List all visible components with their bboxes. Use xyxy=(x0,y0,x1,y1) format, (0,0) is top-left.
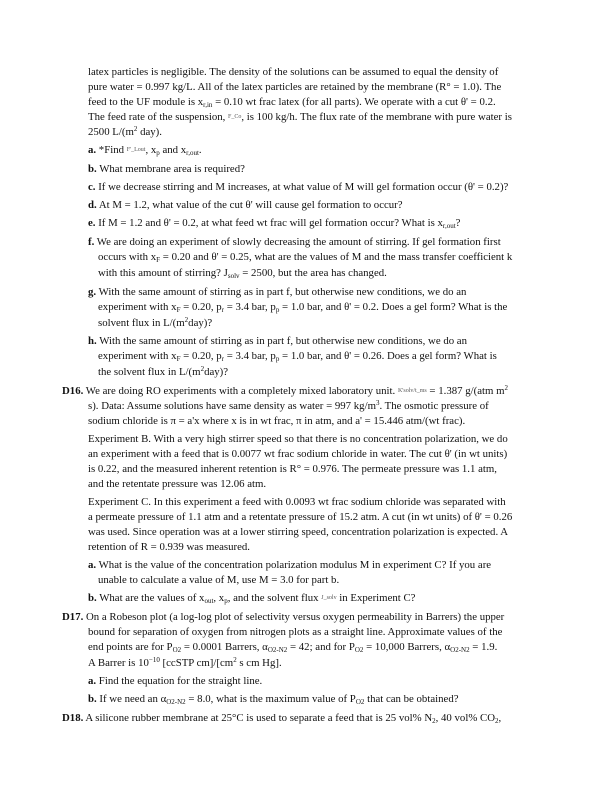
d17-line-4: A Barrer is $10^{-10}$ [ccSTP $cm]/[cm^2$ s cm Hg]. xyxy=(88,656,282,669)
d16-question-a-line-1: a. What is the value of the concentration polarization modulus M in experiment C? If you are xyxy=(88,559,492,571)
d17-question-b: b. If we need an $\alpha_{O2-N2} = 8.0$, what is the maximum value of $P_{O2}$ that can be obtained? xyxy=(88,693,459,706)
problem-number-d17: D17. xyxy=(62,611,84,623)
intro-line-1: latex particles is negligible. The density of the solutions can be assumed to equal the density of xyxy=(88,66,499,78)
d17-line-2: bound for separation of oxygen from nitrogen plots as a straight line. Approximate values of the xyxy=(88,626,503,638)
intro-line-3: feed to the UF module is $x_{r,in} = 0.10$ wt frac latex (for all parts). We operate with a cut θ' = 0.2. xyxy=(88,96,496,109)
d16-exp-b-line-3: is 0.22, and the measured inherent retention is R° = 0.976. The permeate pressure was 1.1 atm, xyxy=(88,463,497,475)
d16-exp-c-line-2: a permeate pressure of 1.1 atm and a retentate pressure of 15.2 atm. A cut (in wt units) of θ' = 0.26 xyxy=(88,511,513,523)
d16-exp-b-line-2: an experiment with a feed that is 0.0077 wt frac sodium chloride in water. The cut θ' (in wt units) xyxy=(88,448,508,460)
part-b: b. What membrane area is required? xyxy=(88,163,245,175)
part-h-line-1: h. With the same amount of stirring as in part f, but otherwise new conditions, we do an xyxy=(88,335,468,347)
d16-exp-c-line-4: retention of R = 0.939 was measured. xyxy=(88,541,251,553)
part-g-line-3: solvent flux in $L/(m^2day)$? xyxy=(98,316,213,329)
intro-line-5: 2500 $L/(m^2$ day). xyxy=(88,125,162,138)
d16-line-3: sodium chloride is π = a'x where x is in wt frac, π in atm, and a' = 15.446 atm/(wt frac). xyxy=(88,415,466,427)
intro-line-2: pure water = 0.997 kg/L. All of the latex particles are retained by the membrane (R° = 1.0). The xyxy=(88,81,502,93)
part-g-line-1: g. With the same amount of stirring as in part f, but otherwise new conditions, we do an xyxy=(88,286,467,298)
part-f-line-3: with this amount of stirring? $J_{solv} = 2500$, but the area has changed. xyxy=(98,267,387,280)
d18-line-1: D18. A silicone rubber membrane at 25°C is used to separate a feed that is 25 vol% $N_2$, 40 vol% $CO_2$, xyxy=(62,712,502,725)
d16-question-b: b. What are the values of $x_{out}$, $x_p$, and the solvent flux J_solv in Experiment C? xyxy=(88,592,416,605)
d17-line-1: D17. On a Robeson plot (a log-log plot of selectivity versus oxygen permeability in Barrers) the upper xyxy=(62,611,505,623)
d17-question-a: a. Find the equation for the straight line. xyxy=(88,675,263,687)
d16-exp-c-line-1: Experiment C. In this experiment a feed with 0.0093 wt frac sodium chloride was separated with xyxy=(88,496,506,508)
d16-question-a-line-2: unable to calculate a value of M, use M = 3.0 for part b. xyxy=(98,574,340,586)
part-f-line-2: occurs with $x_F = 0.20$ and θ' = 0.25, what are the values of M and the mass transfer coefficient k xyxy=(98,251,513,264)
d16-line-1: D16. We are doing RO experiments with a completely mixed laboratory unit. K'solv/t_ms = 1.387 g/(atm $m^2$ xyxy=(62,384,508,397)
part-f-line-1: f. We are doing an experiment of slowly decreasing the amount of stirring. If gel formation first xyxy=(88,236,501,248)
part-a: a. *Find F'_Lout, $x_p$ and $x_{r,out}$. xyxy=(88,144,202,157)
part-g-line-2: experiment with $x_F = 0.20$, $p_r = 3.4$ bar, $p_p = 1.0$ bar, and θ' = 0.2. Does a gel form? What is the xyxy=(98,301,508,314)
problem-number-d16: D16. xyxy=(62,385,84,397)
d17-line-3: end points are for $P_{O2} = 0.0001$ Barrers, $\alpha_{O2-N2} = 42$; and for $P_{O2} = 10,000$ Barrers, $\alpha_{O2-N2} = 1.9$. xyxy=(88,641,498,654)
problem-number-d18: D18. xyxy=(62,712,84,724)
d16-exp-b-line-4: and the retentate pressure was 12.06 atm. xyxy=(88,478,267,490)
part-h-line-3: the solvent flux in $L/(m^2day)$? xyxy=(98,365,229,378)
part-e: e. If M = 1.2 and θ' = 0.2, at what feed wt frac will gel formation occur? What is $x_{r,out}$? xyxy=(88,217,461,230)
part-c: c. If we decrease stirring and M increases, at what value of M will gel formation occur (θ' = 0.2)? xyxy=(88,181,509,193)
part-h-line-2: experiment with $x_F = 0.20$, $p_r = 3.4$ bar, $p_p = 1.0$ bar, and θ' = 0.26. Does a gel form? What is xyxy=(98,350,497,363)
d16-line-2: s). Data: Assume solutions have same density as water = 997 $kg/m^3$. The osmotic pressure of xyxy=(88,399,489,412)
intro-line-4: The feed rate of the suspension, F_Co, is 100 kg/h. The flux rate of the membrane with pure water is xyxy=(88,111,512,123)
d16-exp-c-line-3: was used. Since operation was at a lower stirring speed, concentration polarization is expected. A xyxy=(88,526,509,538)
d16-exp-b-line-1: Experiment B. With a very high stirrer speed so that there is no concentration polarization, we do xyxy=(88,433,508,445)
part-d: d. At M = 1.2, what value of the cut θ' will cause gel formation to occur? xyxy=(88,199,403,211)
feed-rate-symbol: F_Co xyxy=(228,114,242,120)
